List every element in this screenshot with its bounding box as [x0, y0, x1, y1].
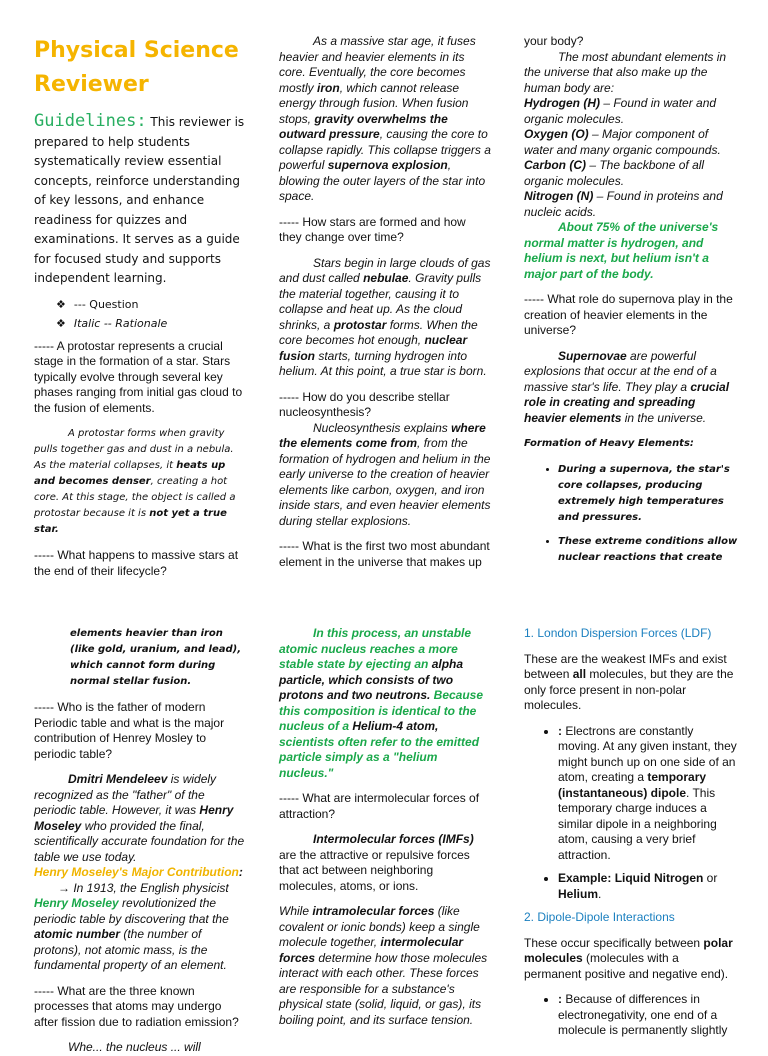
r1-c: , creating a hot core. At this stage, the object is called a protostar because it is [34, 476, 236, 519]
heading-dipole: 2. Dipole-Dipole Interactions [524, 910, 675, 924]
r1-a: A protostar forms when gravity pulls together gas and dust in a nebula. As the material collapses, it [34, 428, 234, 471]
p2-g: starts, turning hydrogen into helium. At this point, a true star is born. [279, 348, 487, 378]
p1-a: Dmitri Mendeleev [68, 772, 168, 786]
p3-c: (like covalent or ionic bonds) keep a single molecule together, [279, 904, 480, 949]
dipole-list [524, 992, 738, 1039]
legend-italic-text: Italic [73, 316, 101, 330]
p2-b: are the attractive or repulsive forces that act between neighboring molecules, atoms, or ions. [279, 847, 470, 893]
question-star-formation: ----- How stars are formed and how they change over time? [279, 214, 466, 244]
p3-b: intramolecular forces [312, 904, 435, 918]
b2-d: . [598, 886, 602, 901]
element-oxygen [524, 127, 738, 158]
p2-c: (molecules with a permanent positive and negative end). [524, 951, 729, 981]
p2-c: revolutionized the periodic table by discovering that the [34, 896, 229, 926]
b2-c: Helium [558, 886, 599, 901]
p1-b: iron [317, 80, 340, 95]
question-periodic-table: ----- Who is the father of modern Periodic table and what is the major contribution of Henrey Mosley to periodic table? [34, 700, 225, 761]
p1-d: who provided the final, scientifically accurate foundation for the table we use today. [34, 818, 245, 864]
p2-e: (the number of protons), not atomic mass, is the fundamental property of an element. [34, 927, 227, 972]
p2-d: protostar [333, 317, 387, 332]
bottom-col-2 [279, 626, 491, 1028]
p1-a: These are the weakest IMFs and exist between [524, 651, 727, 681]
answer-dipole [524, 936, 738, 983]
element-carbon [524, 158, 738, 189]
p3-d: intermolecular forces [279, 935, 464, 965]
p2-a: Stars begin in large clouds of gas and dust called [279, 255, 491, 285]
cut-off-line: Whe... the nucleus ... will [68, 1040, 201, 1054]
p2-b: are powerful explosions that occur at the end of a massive star's life. They play a [524, 348, 717, 394]
element-nitrogen [524, 189, 738, 220]
answer-abundant-intro: The most abundant elements in the universe that also make up the human body are: [524, 49, 727, 95]
list-item [558, 871, 738, 902]
b1-b: Electrons are constantly moving. At any given instant, they might bunch up on one side of an atom, creating a [558, 723, 737, 784]
answer-supernova [524, 349, 738, 427]
n-a: Nitrogen (N) [524, 189, 594, 203]
answer-periodic-table [34, 772, 246, 865]
heading-heavy-elements: Formation of Heavy Elements: [524, 438, 694, 449]
arrow-right-icon: → [58, 880, 70, 895]
legend-list [34, 295, 246, 333]
answer-alpha-decay [279, 626, 491, 781]
question-fission: ----- What are the three known processes that atoms may undergo after fission due to radiation emission? [34, 983, 239, 1029]
p1-g: , blowing the outer layers of the star into space. [279, 158, 486, 203]
title-line-2: Reviewer [34, 72, 149, 97]
p1-f: supernova explosion [327, 158, 448, 172]
list-item: • These extreme conditions allow nuclear reactions that create [558, 534, 738, 566]
r1-d: not yet a true star. [34, 508, 227, 535]
top-col-3 [524, 34, 738, 574]
heading-ldf: 1. London Dispersion Forces (LDF) [524, 626, 712, 640]
p3-e: determine how those molecules interact with each other. These forces are responsible for a substance's physical state (solid, liquid, or gas), its boiling point, and its surface tension. [279, 950, 488, 1027]
question-protostar: ----- A protostar represents a crucial stage in the formation of a star. Stars typically evolve through several key phases ranging from initial gas cloud to the fusion of elements. [34, 338, 243, 415]
p1-b: all [572, 667, 587, 681]
p1-b: alpha particle, which consists of two protons and two neutrons. [279, 657, 464, 702]
p2-a: In 1913, the English physicist [73, 880, 229, 895]
answer-imf-detail [279, 904, 491, 1028]
answer-ldf [524, 652, 738, 714]
green-note-hydrogen: About 75% of the universe's normal matter is hydrogen, and helium is next, but helium isn't a major part of the body. [524, 220, 719, 281]
p2-a: These occur specifically between [524, 935, 704, 950]
ldf-list [524, 724, 738, 903]
h-b: – Found in water and organic molecules. [524, 96, 717, 126]
o-b: – Major component of water and many organic compounds. [524, 127, 721, 157]
page-title [34, 34, 246, 102]
rationale-protostar [34, 426, 246, 538]
legend-rationale-text: -- Rationale [100, 316, 168, 330]
p1-d: Helium-4 atom, [352, 719, 439, 733]
legend-question-text: --- Question [73, 297, 139, 311]
p3-a: Nucleosynthesis explains [313, 420, 452, 435]
question-supernova: ----- What role do supernova play in the creation of heavier elements in the universe? [524, 292, 733, 337]
question-abundant-elements: ----- What is the first two most abundant element in the universe that makes up [279, 539, 490, 569]
top-col-1 [34, 34, 246, 579]
question-nucleosynthesis: ----- How do you describe stellar nucleosynthesis? [279, 389, 450, 419]
p3-b: where the elements come from [279, 420, 486, 450]
p2-d: atomic number [34, 927, 121, 941]
guidelines [34, 112, 246, 289]
list-item: • During a supernova, the star's core collapses, producing extremely high temperatures and pressures. [558, 462, 738, 526]
o-a: Oxygen (O) [524, 127, 589, 141]
p2-d: in the universe. [621, 410, 707, 425]
p1-e: scientists often refer to the emitted particle simply as a "helium nucleus." [279, 734, 480, 780]
b1-d: . This temporary charge induces a similar dipole in a neighboring atom, causing a very brief attraction. [558, 785, 717, 862]
b3-a: : [558, 992, 562, 1006]
answer-imf [279, 832, 491, 894]
p2-a: Intermolecular forces (IMFs) [313, 832, 474, 846]
contrib-colon: : [238, 865, 243, 879]
moseley-contribution [34, 881, 246, 974]
bottom-col-1 [34, 626, 246, 1056]
p1-d: gravity overwhelms the outward pressure [279, 111, 448, 141]
b1-c: temporary (instantaneous) dipole [558, 770, 707, 800]
top-col-2 [279, 34, 491, 570]
contrib: Henry Moseley's Major Contribution [34, 865, 239, 879]
c-a: Carbon (C) [524, 158, 586, 172]
element-hydrogen [524, 96, 738, 127]
p1-c: , which cannot release energy through fusion. When fusion stops, [279, 80, 469, 126]
p2-b: Henry Moseley [34, 896, 119, 910]
heavy-elements-list [524, 462, 738, 566]
p3-c: , from the formation of hydrogen and helium in the early universe to the creation of heavier elements like carbon, oxygen, and iron inside stars, and even heavier elements during stellar explosions. [279, 436, 491, 528]
p1-a: As a massive star age, it fuses heavier and heavier elements in its core. Eventually, the core becomes mostly [279, 34, 476, 95]
p2-b: polar molecules [524, 935, 733, 965]
p2-e: forms. When the core becomes hot enough, [279, 317, 478, 347]
h-a: Hydrogen (H) [524, 96, 600, 110]
b1-a: : [558, 723, 562, 738]
p2-b: nebulae [363, 271, 409, 285]
p1-c: molecules, but they are the only force present in non-polar molecules. [524, 667, 734, 712]
p1-b: is widely recognized as the "father" of the periodic table. However, it was [34, 772, 217, 817]
answer-massive-stars [279, 34, 491, 205]
b2-b: or [703, 871, 718, 885]
n-b: – Found in proteins and nucleic acids. [524, 189, 723, 219]
c-b: – The backbone of all organic molecules. [524, 158, 705, 188]
p1-c: Because this composition is identical to the nucleus of a [279, 688, 484, 733]
question-cont: your body? [524, 34, 584, 48]
p3-a: While [279, 904, 313, 918]
p2-c: . Gravity pulls the material together, causing it to collapse and heat up. As the cloud shrinks, a [279, 271, 482, 332]
question-imf: ----- What are intermolecular forces of attraction? [279, 791, 480, 821]
list-item [558, 992, 738, 1039]
r1-b: heats up and becomes denser [34, 460, 226, 487]
p1-a: In this process, an unstable atomic nucleus reaches a more stable state by ejecting an [279, 626, 472, 671]
list-item [558, 724, 738, 864]
bottom-col-3 [524, 626, 738, 1047]
p1-c: Henry Moseley [34, 803, 234, 833]
guidelines-text: This reviewer is prepared to help students systematically review essential concepts, reinforce understanding of key lessons, and enhance readiness for quizzes and examinations. It serves as a guide for focused study and supports independent learning. [34, 115, 245, 285]
legend-rationale [56, 314, 246, 333]
question-massive-stars: ----- What happens to massive stars at the end of their lifecycle? [34, 548, 239, 578]
answer-star-formation [279, 256, 491, 380]
title-line-1: Physical Science [34, 38, 239, 63]
legend-question [56, 295, 246, 314]
guidelines-label: Guidelines: [34, 111, 147, 131]
answer-nucleosynthesis [279, 421, 491, 530]
b3-b: Because of differences in electronegativity, one end of a molecule is permanently slightly [558, 992, 728, 1037]
b2-a: Example: Liquid Nitrogen [558, 871, 704, 885]
rationale-cont: elements heavier than iron (like gold, uranium, and lead), which cannot form during normal stellar fusion. [70, 628, 242, 687]
p2-f: nuclear fusion [279, 333, 468, 363]
p2-a: Supernovae [558, 348, 627, 363]
p2-c: crucial role in creating and spreading heavier elements [524, 379, 730, 425]
moseley-contribution-heading [34, 865, 246, 881]
p1-e: , causing the core to collapse rapidly. This collapse triggers a powerful [279, 127, 491, 172]
